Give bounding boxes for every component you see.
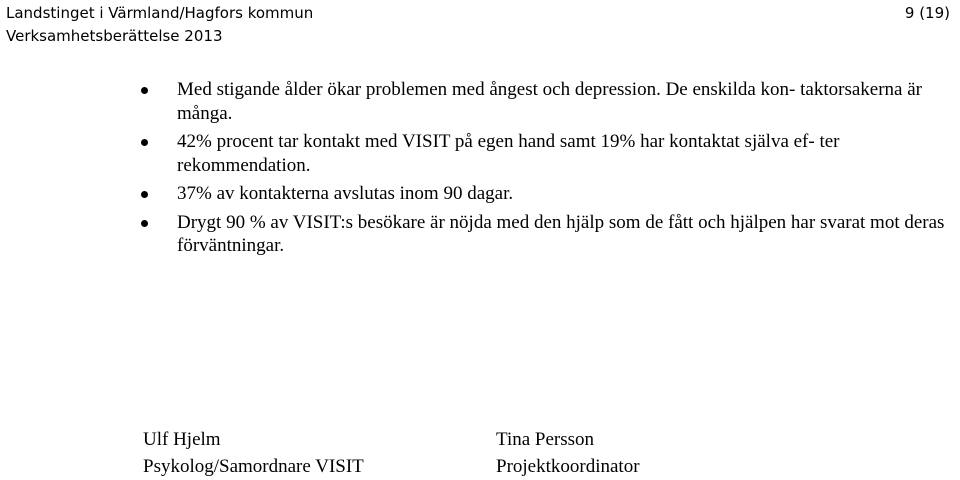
list-item: [138, 130, 956, 177]
list-item: [138, 78, 956, 125]
list-item-text: Drygt 90 % av VISIT:s besökare är nöjda med den hjälp som de fått och hjälpen har svarat mot deras förväntningar.: [177, 211, 945, 256]
list-item: [138, 211, 956, 258]
page-header: [6, 2, 950, 48]
list-item-text: 37% av kontakterna avslutas inom 90 dagar.: [177, 183, 514, 204]
list-item-text: Med stigande ålder ökar problemen med ångest och depression. De enskilda kon- taktorsakerna är många.: [177, 79, 922, 124]
signature-block-right: [496, 426, 640, 480]
bullet-dot-icon: [141, 139, 148, 146]
list-item: [138, 182, 956, 206]
bullet-dot-icon: [141, 220, 148, 227]
bullet-dot-icon: [141, 191, 148, 198]
header-organization: Landstinget i Värmland/Hagfors kommun: [6, 4, 314, 22]
signature-name: Tina Persson: [496, 429, 595, 450]
signature-title: Projektkoordinator: [496, 456, 640, 477]
list-item-text: 42% procent tar kontakt med VISIT på egen hand samt 19% har kontaktat själva ef- ter rekommendation.: [177, 131, 840, 176]
header-report-title: Verksamhetsberättelse 2013: [6, 27, 223, 45]
signature-block-left: [143, 426, 364, 480]
signature-title: Psykolog/Samordnare VISIT: [143, 456, 364, 477]
bullet-list: [138, 78, 956, 263]
page-number: 9 (19): [904, 4, 950, 22]
signature-name: Ulf Hjelm: [143, 429, 221, 450]
header-row: [6, 2, 950, 25]
bullet-dot-icon: [141, 87, 148, 94]
